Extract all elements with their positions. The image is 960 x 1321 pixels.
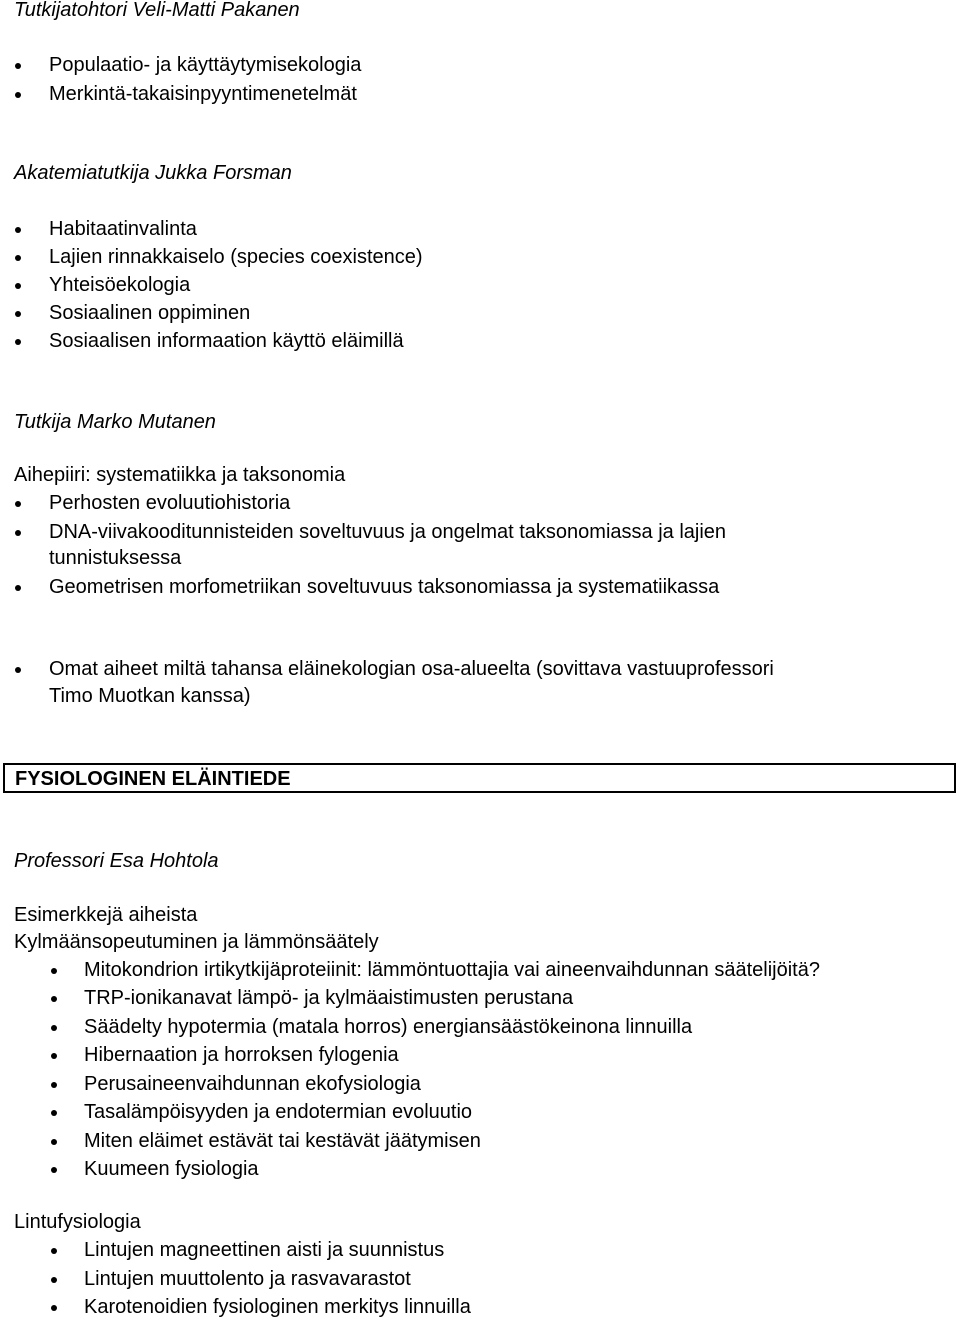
bullet-icon bbox=[15, 227, 21, 233]
list-item: Sosiaalinen oppiminen bbox=[49, 301, 250, 325]
list-item: Yhteisöekologia bbox=[49, 273, 190, 297]
list-item: Hibernaation ja horroksen fylogenia bbox=[84, 1043, 399, 1067]
bullet-icon bbox=[51, 996, 57, 1002]
bullet-icon bbox=[15, 339, 21, 345]
list-item: Säädelty hypotermia (matala horros) energiansäästökeinona linnuilla bbox=[84, 1015, 692, 1039]
bullet-icon bbox=[15, 501, 21, 507]
list-item: Omat aiheet miltä tahansa eläinekologian osa-alueelta (sovittava vastuuprofessori bbox=[49, 657, 774, 681]
bullet-icon bbox=[51, 968, 57, 974]
bullet-icon bbox=[51, 1277, 57, 1283]
bullet-icon bbox=[15, 311, 21, 317]
heading-mutanen: Tutkija Marko Mutanen bbox=[14, 411, 216, 433]
list-item: Lintujen muuttolento ja rasvavarastot bbox=[84, 1267, 411, 1291]
list-item: Karotenoidien fysiologinen merkitys linnuilla bbox=[84, 1295, 471, 1319]
bullet-icon bbox=[51, 1139, 57, 1145]
bullet-icon bbox=[15, 63, 21, 69]
list-item: Perusaineenvaihdunnan ekofysiologia bbox=[84, 1072, 421, 1096]
bullet-icon bbox=[51, 1025, 57, 1031]
list-item: DNA-viivakooditunnisteiden soveltuvuus ja ongelmat taksonomiassa ja lajien bbox=[49, 520, 726, 544]
list-item: Merkintä-takaisinpyyntimenetelmät bbox=[49, 82, 357, 106]
list-item: Kuumeen fysiologia bbox=[84, 1157, 259, 1181]
section-title: FYSIOLOGINEN ELÄINTIEDE bbox=[15, 768, 291, 790]
list-item: Lajien rinnakkaiselo (species coexistence) bbox=[49, 245, 423, 269]
bullet-icon bbox=[51, 1110, 57, 1116]
heading-forsman: Akatemiatutkija Jukka Forsman bbox=[14, 162, 292, 184]
bullet-icon bbox=[15, 283, 21, 289]
bullet-icon bbox=[15, 667, 21, 673]
bullet-icon bbox=[15, 530, 21, 536]
bullet-icon bbox=[51, 1053, 57, 1059]
list-item-continuation: tunnistuksessa bbox=[49, 547, 182, 569]
bullet-icon bbox=[51, 1167, 57, 1173]
bullet-icon bbox=[15, 585, 21, 591]
list-item: Miten eläimet estävät tai kestävät jäätymisen bbox=[84, 1129, 481, 1153]
section-header-box bbox=[3, 763, 956, 793]
bullet-icon bbox=[15, 255, 21, 261]
topic-intro: Aihepiiri: systematiikka ja taksonomia bbox=[14, 464, 346, 486]
list-item: Geometrisen morfometriikan soveltuvuus taksonomiassa ja systematiikassa bbox=[49, 575, 719, 599]
list-item-continuation: Timo Muotkan kanssa) bbox=[49, 685, 251, 707]
bullet-icon bbox=[51, 1082, 57, 1088]
list-item: TRP-ionikanavat lämpö- ja kylmäaistimusten perustana bbox=[84, 986, 573, 1010]
heading-hohtola: Professori Esa Hohtola bbox=[14, 850, 219, 872]
list-item: Perhosten evoluutiohistoria bbox=[49, 491, 290, 515]
list-item: Tasalämpöisyyden ja endotermian evoluutio bbox=[84, 1100, 472, 1124]
list-item: Mitokondrion irtikytkijäproteiinit: lämmöntuottajia vai aineenvaihdunnan säätelijöitä? bbox=[84, 958, 820, 982]
subgroup-title-birds: Lintufysiologia bbox=[14, 1211, 141, 1233]
examples-label: Esimerkkejä aiheista bbox=[14, 904, 198, 926]
subgroup-title-cold: Kylmäänsopeutuminen ja lämmönsäätely bbox=[14, 931, 379, 953]
list-item: Habitaatinvalinta bbox=[49, 217, 197, 241]
list-item: Lintujen magneettinen aisti ja suunnistus bbox=[84, 1238, 444, 1262]
list-item: Populaatio- ja käyttäytymisekologia bbox=[49, 53, 361, 77]
bullet-icon bbox=[51, 1248, 57, 1254]
bullet-icon bbox=[51, 1305, 57, 1311]
bullet-icon bbox=[15, 92, 21, 98]
heading-pakanen: Tutkijatohtori Veli-Matti Pakanen bbox=[14, 0, 300, 21]
list-item: Sosiaalisen informaation käyttö eläimillä bbox=[49, 329, 404, 353]
